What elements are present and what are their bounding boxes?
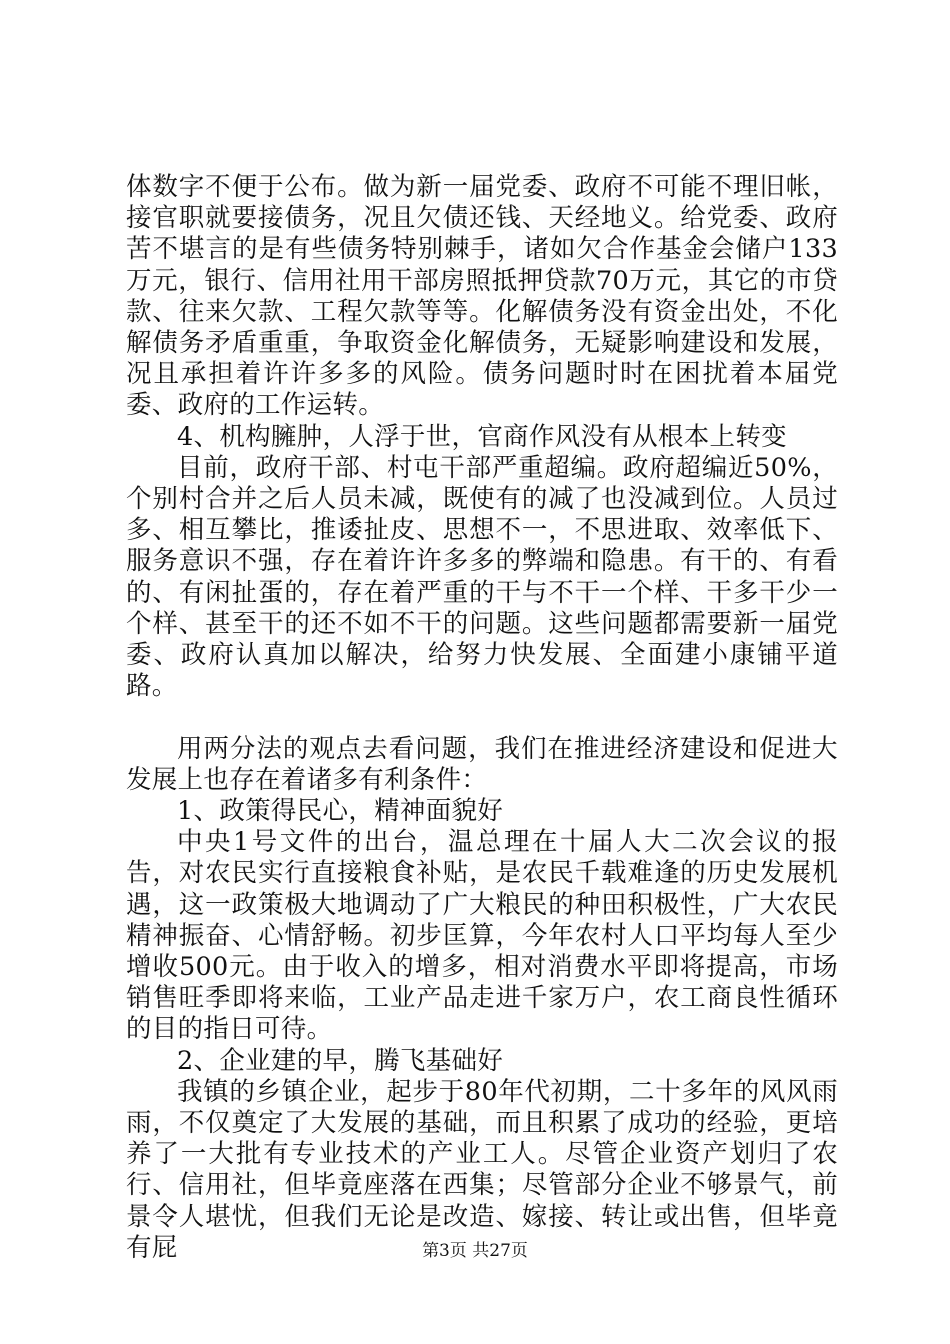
heading-item-1: 1、政策得民心，精神面貌好: [177, 796, 504, 827]
document-body: [126, 172, 838, 1264]
page-footer: 第3页 共27页: [422, 1241, 528, 1261]
paragraph-gap: [126, 702, 838, 733]
paragraph-overstaffing: 目前，政府干部、村屯干部严重超编。政府超编近50%，个别村合并之后人员未减，既使有的减了也没减到位。人员过多、相互攀比，推诿扯皮、思想不一，不思进取、效率低下、服务意识不强，存在着许许多多的弊端和隐患。有干的、有看的、有闲扯蛋的，存在着严重的干与不干一个样、干多干少一个样、甚至干的还不如不干的问题。这些问题都需要新一届党委、政府认真加以解决，给努力快发展、全面建小康铺平道路。: [126, 452, 838, 702]
heading-item-4: 4、机构臃肿，人浮于世，官商作风没有从根本上转变: [177, 421, 787, 452]
paragraph-policy: 中央1号文件的出台，温总理在十届人大二次会议的报告，对农民实行直接粮食补贴，是农民千载难逢的历史发展机遇，这一政策极大地调动了广大粮民的种田积极性，广大农民精神振奋、心情舒畅。初步匡算，今年农村人口平均每人至少增收500元。由于收入的增多，相对消费水平即将提高，市场销售旺季即将来临，工业产品走进千家万户，农工商良性循环的目的指日可待。: [126, 827, 838, 1045]
heading-item-2: 2、企业建的早，腾飞基础好: [177, 1045, 504, 1076]
paragraph-enterprises: 我镇的乡镇企业，起步于80年代初期，二十多年的风风雨雨，不仅奠定了大发展的基础，而且积累了成功的经验，更培养了一大批有专业技术的产业工人。尽管企业资产划归了农行、信用社，但毕竟座落在西集；尽管部分企业不够景气，前景令人堪忧，但我们无论是改造、嫁接、转让或出售，但毕竟有屁: [126, 1076, 838, 1263]
paragraph-debt-issues: 体数字不便于公布。做为新一届党委、政府不可能不理旧帐，接官职就要接债务，况且欠债还钱、天经地义。给党委、政府苦不堪言的是有些债务特别棘手，诸如欠合作基金会储户133万元，银行、信用社用干部房照抵押贷款70万元，其它的市贷款、往来欠款、工程欠款等等。化解债务没有资金出处，不化解债务矛盾重重，争取资金化解债务，无疑影响建设和发展，况且承担着许许多多的风险。债务问题时时在困扰着本届党委、政府的工作运转。: [126, 172, 838, 421]
paragraph-favorable-conditions: 用两分法的观点去看问题，我们在推进经济建设和促进大发展上也存在着诸多有利条件：: [126, 733, 838, 795]
